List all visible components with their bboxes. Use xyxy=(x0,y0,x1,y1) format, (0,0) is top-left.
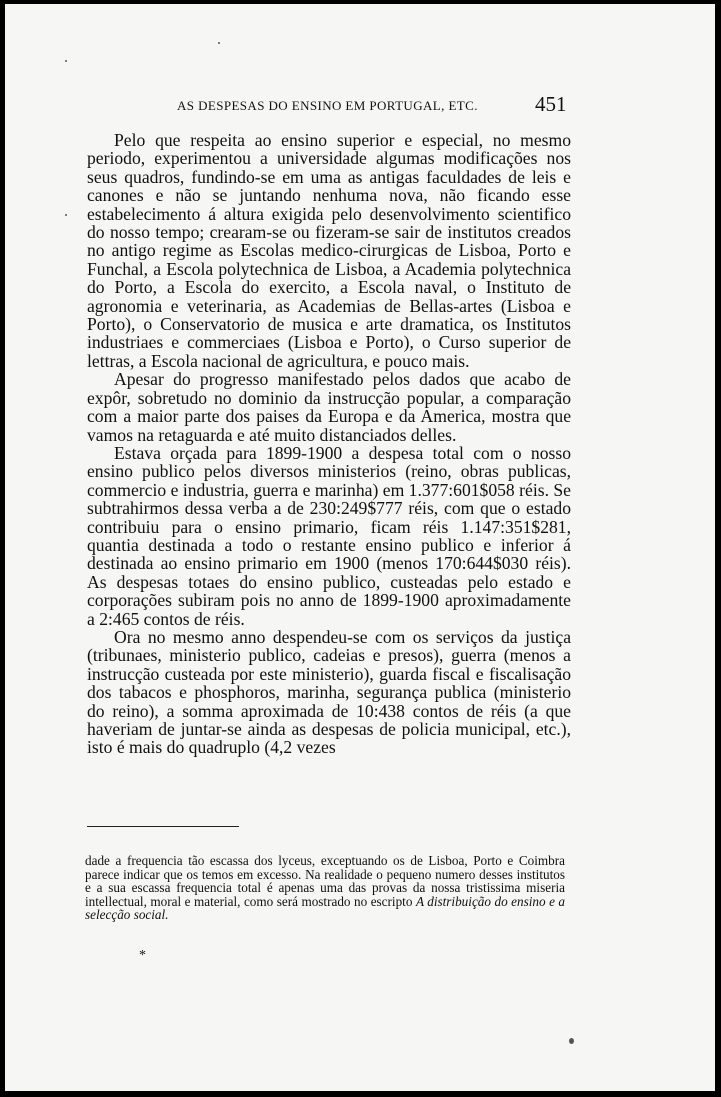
paragraph: Apesar do progresso manifestado pelos dados que acabo de expôr, sobretudo no dominio da instrucção popular, a comparação com a maior parte dos paises da Europa e da America, mostra que vamos na retaguarda e até muito distanciados delles. xyxy=(87,369,571,445)
speck xyxy=(65,60,67,62)
speck xyxy=(65,214,67,216)
page-number: 451 xyxy=(535,92,567,116)
footnote xyxy=(85,854,565,922)
main-text xyxy=(87,131,571,757)
footnote-rule xyxy=(87,826,239,827)
paragraph: Ora no mesmo anno despendeu-se com os serviços da justiça (tribunaes, ministerio publico, cadeias e presos), guerra (menos a instrucção custeada por este ministerio), guarda fiscal e fiscalisação dos tabacos e phosphoros, marinha, segurança publica (ministerio do reino), a somma aproximada de 10:438 contos de réis (a que haveriam de juntar-se ainda as despesas de policia municipal, etc.), isto é mais do quadruplo (4,2 vezes xyxy=(87,626,571,758)
book-page xyxy=(5,4,715,1091)
footnote-text: dade a frequencia tão escassa dos lyceus, exceptuando os de Lisboa, Porto e Coimbra parece indicar que os temos em excesso. Na realidade o pequeno numero desses institutos e a sua escassa frequencia total é apenas uma das provas da nossa tristissima miseria intellectual, moral e material, como será mostrado no escripto xyxy=(85,853,565,909)
speck xyxy=(569,1038,574,1044)
paragraph: Pelo que respeita ao ensino superior e especial, no mesmo periodo, experimentou a universidade algumas modificações nos seus quadros, fundindo-se em uma as antigas faculdades de leis e canones e não se juntando nenhuma nova, não ficando esse estabelecimento á altura exigida pelo desenvolvimento scientifico do nosso tempo; crearam-se ou fizeram-se sair de institutos creados no antigo regime as Escolas medico-cirurgicas de Lisboa, Porto e Funchal, a Escola polytechnica de Lisboa, a Academia polytechnica do Porto, a Escola do exercito, a Escola naval, o Instituto de agronomia e veterinaria, as Academias de Bellas-artes (Lisboa e Porto), o Conservatorio de musica e arte dramatica, os Institutos industriaes e commerciaes (Lisboa e Porto), o Curso superior de lettras, a Escola nacional de agricultura, e pouco mais. xyxy=(87,130,571,371)
footnote-italic-title: A distribuição do ensino e a selecção social. xyxy=(85,893,565,923)
speck xyxy=(218,42,220,44)
paragraph: Estava orçada para 1899-1900 a despesa total com o nosso ensino publico pelos diversos ministerios (reino, obras publicas, commercio e industria, guerra e marinha) em 1.377:601$058 réis. Se subtrahirmos dessa verba a de 230:249$777 réis, com que o estado contribuiu para o ensino primario, ficam réis 1.147:351$281, quantia destinada a todo o restante ensino publico e inferior á destinada ao ensino primario em 1900 (menos 170:644$030 réis). As despesas totaes do ensino publico, custeadas pelo estado e corporações subiram pois no anno de 1899-1900 aproximadamente a 2:465 contos de réis. xyxy=(87,442,571,629)
asterisk-mark: * xyxy=(139,948,146,963)
page-header xyxy=(5,92,715,122)
running-title: AS DESPESAS DO ENSINO EM PORTUGAL, ETC. xyxy=(177,98,478,113)
